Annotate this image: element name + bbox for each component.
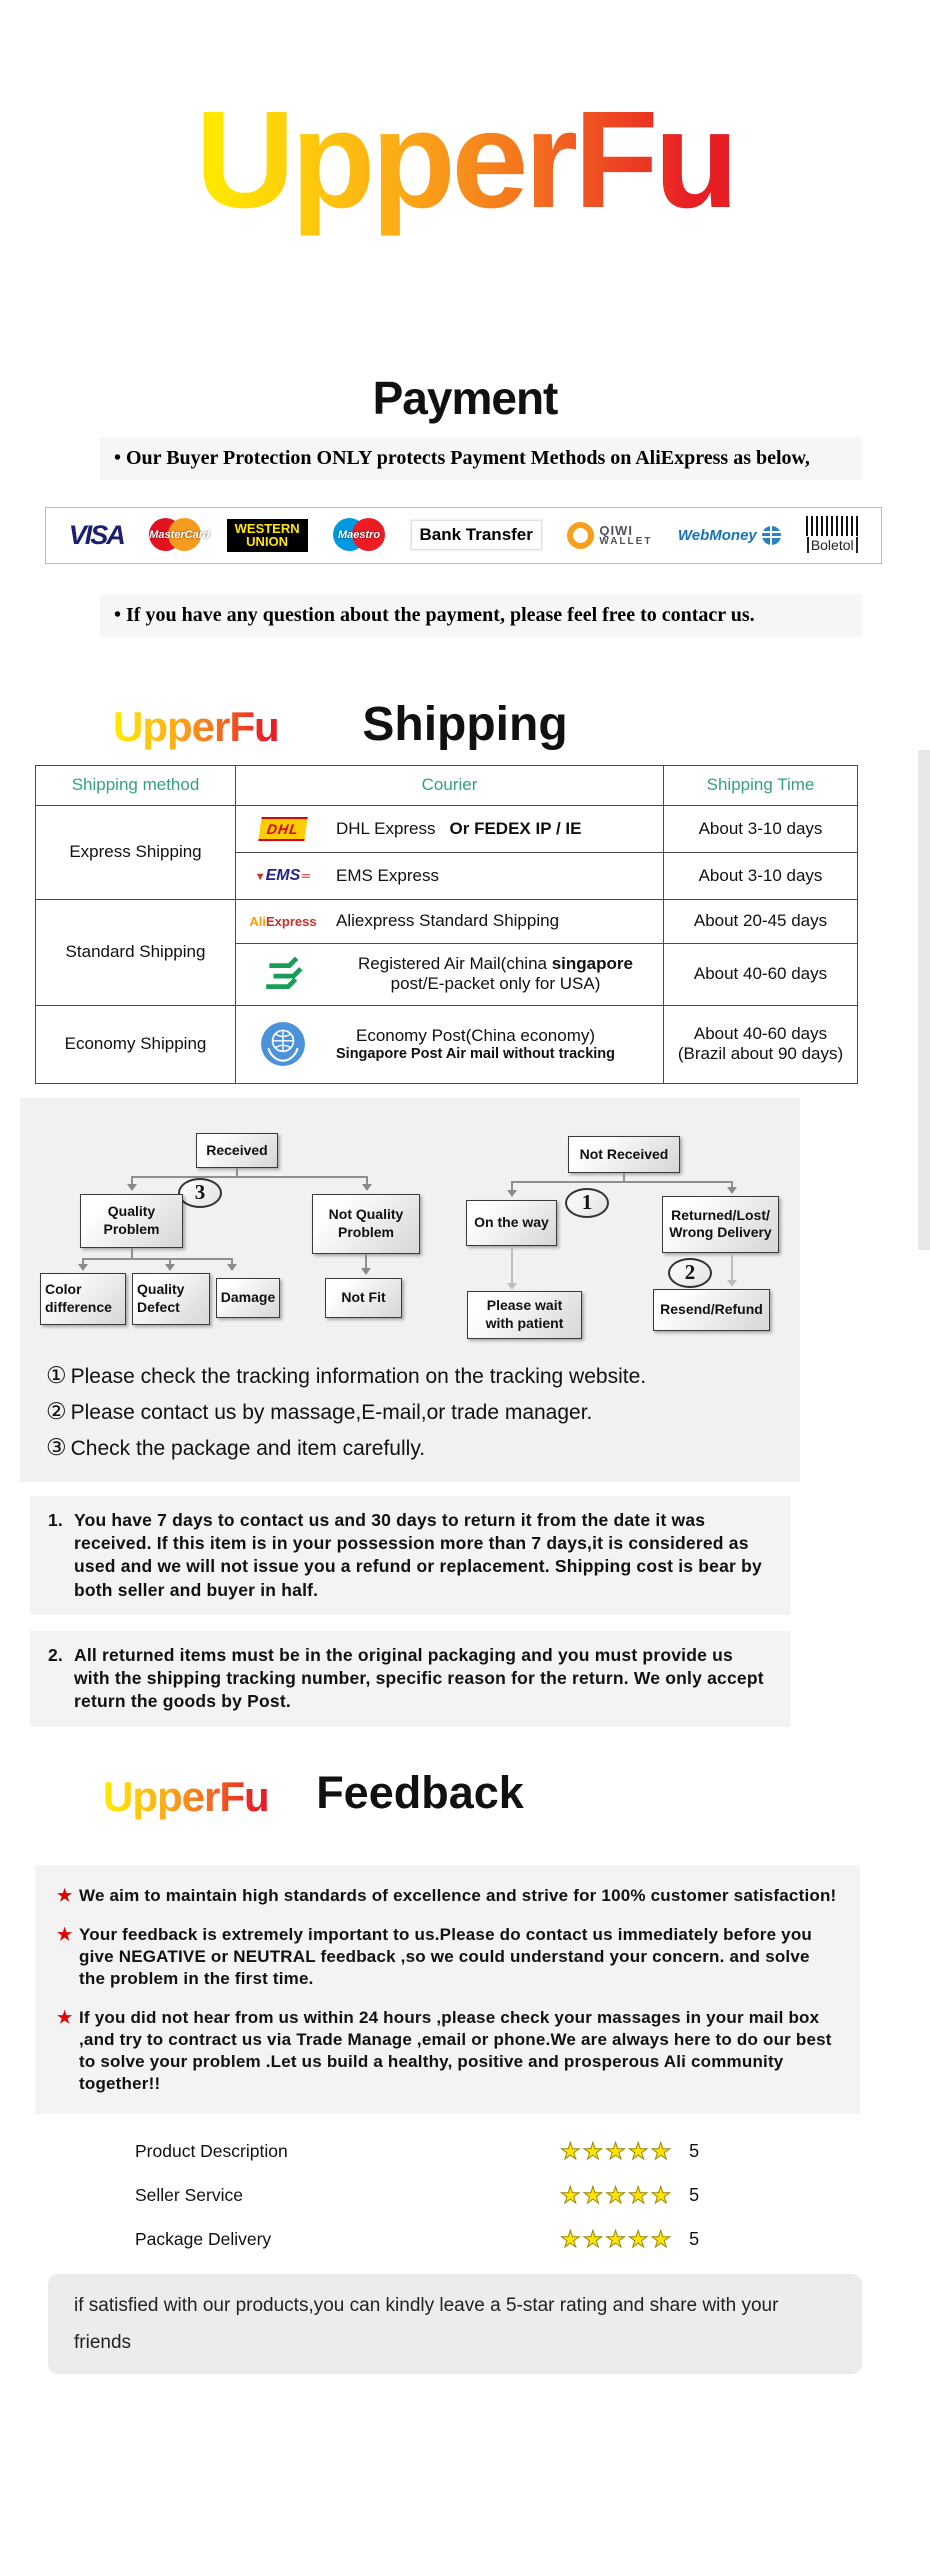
payment-note-2: • If you have any question about the payment, please feel free to contacr us. xyxy=(100,594,862,637)
mastercard-label: MasterCard xyxy=(149,529,210,542)
flow-not-quality-problem: Not Quality Problem xyxy=(312,1194,420,1254)
globe-icon xyxy=(762,526,781,545)
method-express: Express Shipping xyxy=(36,805,236,899)
flow-returned-lost: Returned/Lost/ Wrong Delivery xyxy=(662,1196,779,1253)
flow-damage: Damage xyxy=(216,1278,280,1318)
ems-logo: ▼EMS＝ xyxy=(254,866,312,884)
col-shipping-method: Shipping method xyxy=(36,765,236,805)
shipping-time: About 20-45 days xyxy=(664,899,858,943)
western-union-line2: UNION xyxy=(246,534,289,550)
feedback-point-2: ★ Your feedback is extremely important to us.Please do contact us immediately before you give NEGATIVE or NEUTRAL feedback ,so we could understand your concern. and solve the problem in the first time. xyxy=(57,1924,838,1990)
boleto-logo xyxy=(806,516,858,554)
rating-row-package-delivery: Package Delivery ★★★★★ 5 xyxy=(135,2226,700,2252)
flow-please-wait: Please wait with patient xyxy=(467,1291,582,1339)
col-shipping-time: Shipping Time xyxy=(664,765,858,805)
shipping-title: Shipping xyxy=(362,697,568,751)
tracking-steps xyxy=(20,1348,800,1474)
feedback-panel xyxy=(35,1865,860,2114)
flow-on-the-way: On the way xyxy=(466,1200,557,1246)
courier-alt: Or FEDEX IP / IE xyxy=(449,818,582,838)
brand-logo: UpperFu xyxy=(195,83,735,237)
boleto-label: Boletol xyxy=(807,537,858,553)
red-star-icon: ★ xyxy=(57,2008,73,2028)
flow-quality-problem: Quality Problem xyxy=(80,1194,183,1248)
maestro-logo xyxy=(333,518,385,552)
courier-name: DHL Express xyxy=(336,818,436,838)
courier-name: Economy Post(China economy) xyxy=(355,1026,596,1046)
flow-color-difference: Color difference xyxy=(40,1273,126,1325)
red-star-icon: ★ xyxy=(57,1924,73,1944)
five-star-icons: ★★★★★ xyxy=(560,2226,674,2252)
western-union-line1: WESTERN xyxy=(234,520,300,536)
flow-not-received: Not Received xyxy=(568,1136,680,1173)
shipping-flow-panel xyxy=(20,1098,800,1482)
barcode-icon xyxy=(806,516,858,536)
bank-transfer-logo: Bank Transfer xyxy=(411,520,542,550)
feedback-title: Feedback xyxy=(316,1766,524,1818)
five-star-icons: ★★★★★ xyxy=(560,2182,674,2208)
payment-methods-bar xyxy=(45,507,882,564)
return-policy-2: 2. All returned items must be in the original packaging and you must provide us with the shipping tracking number, specific reason for the return. We only accept return the goods by Post. xyxy=(30,1631,790,1727)
aliexpress-logo: Ali Express xyxy=(249,913,317,929)
shipping-table xyxy=(35,765,858,1084)
step-3: ③ Check the package and item carefully. xyxy=(46,1433,426,1460)
payment-note-1: • Our Buyer Protection ONLY protects Payment Methods on AliExpress as below, xyxy=(100,437,862,480)
five-star-request-note: if satisfied with our products,you can kindly leave a 5-star rating and share with your friends xyxy=(48,2274,862,2374)
col-courier: Courier xyxy=(236,765,664,805)
flowchart xyxy=(20,1098,800,1348)
shipping-time: About 40-60 days xyxy=(664,943,858,1005)
five-star-icons: ★★★★★ xyxy=(560,2138,674,2164)
webmoney-logo xyxy=(678,526,781,545)
qiwi-logo xyxy=(567,522,652,549)
shipping-time: About 3-10 days xyxy=(664,852,858,899)
courier-sub: Singapore Post Air mail without tracking xyxy=(336,1046,616,1063)
return-policy-1: 1. You have 7 days to contact us and 30 days to return it from the date it was received. If this item is in your possession more than 7 days,it is considered as used and we will not issue you a refund or replacement. Shipping cost is bear by both seller and buyer in half. xyxy=(30,1496,790,1615)
flow-badge-2: 2 xyxy=(668,1258,712,1288)
rating-row-product-description: Product Description ★★★★★ 5 xyxy=(135,2138,700,2164)
qiwi-line2: WALLET xyxy=(599,535,653,547)
table-row xyxy=(36,899,858,943)
right-edge-strip xyxy=(918,750,930,1250)
red-star-icon: ★ xyxy=(57,1885,73,1905)
maestro-label: Maestro xyxy=(337,529,381,542)
table-row xyxy=(36,1005,858,1083)
webmoney-label: WebMoney xyxy=(677,526,757,544)
brand-logo-small-2: UpperFu xyxy=(103,1772,269,1820)
header xyxy=(0,0,930,237)
table-row xyxy=(36,805,858,852)
feedback-point-3: ★ If you did not hear from us within 24 hours ,please check your massages in your mail box ,and try to contract us via Trade Manage ,email or phone.We are always here to do our best to solve your problem .Let us build a healthy, positive and prosperous Ali community together!! xyxy=(57,2007,838,2095)
western-union-logo xyxy=(227,519,308,552)
shipping-header xyxy=(0,697,930,755)
qiwi-line1: QIWI xyxy=(599,522,633,538)
table-header-row xyxy=(36,765,858,805)
method-standard: Standard Shipping xyxy=(36,899,236,1005)
mastercard-logo xyxy=(149,518,210,552)
brand-logo-small: UpperFu xyxy=(113,702,279,750)
shipping-time: About 3-10 days xyxy=(664,805,858,852)
courier-name: EMS Express xyxy=(336,865,439,885)
qiwi-ring-icon xyxy=(567,522,594,549)
dhl-logo: DHL xyxy=(258,817,307,841)
feedback-point-1: ★ We aim to maintain high standards of excellence and strive for 100% customer satisfaction! xyxy=(57,1885,838,1907)
economy-post-logo xyxy=(244,1021,322,1067)
courier-name: Registered Air Mail(china singapore post/E-packet only for USA) xyxy=(358,954,633,994)
china-post-logo xyxy=(244,953,322,995)
flow-badge-3: 3 xyxy=(178,1178,222,1208)
flow-not-fit: Not Fit xyxy=(325,1278,402,1318)
method-economy: Economy Shipping xyxy=(36,1005,236,1083)
step-1: ① Please check the tracking information on the tracking website. xyxy=(46,1361,647,1388)
flow-resend-refund: Resend/Refund xyxy=(653,1289,770,1331)
step-2: ② Please contact us by massage,E-mail,or trade manager. xyxy=(46,1397,593,1424)
flow-quality-defect: Quality Defect xyxy=(132,1273,210,1325)
payment-title: Payment xyxy=(372,371,558,424)
rating-row-seller-service: Seller Service ★★★★★ 5 xyxy=(135,2182,700,2208)
flow-received: Received xyxy=(196,1133,278,1168)
feedback-header xyxy=(0,1767,930,1823)
visa-logo: VISA xyxy=(68,519,124,550)
shipping-time: About 40-60 days (Brazil about 90 days) xyxy=(664,1005,858,1083)
courier-name: Aliexpress Standard Shipping xyxy=(336,911,560,931)
flow-badge-1: 1 xyxy=(565,1188,609,1218)
rating-rows xyxy=(135,2130,795,2262)
